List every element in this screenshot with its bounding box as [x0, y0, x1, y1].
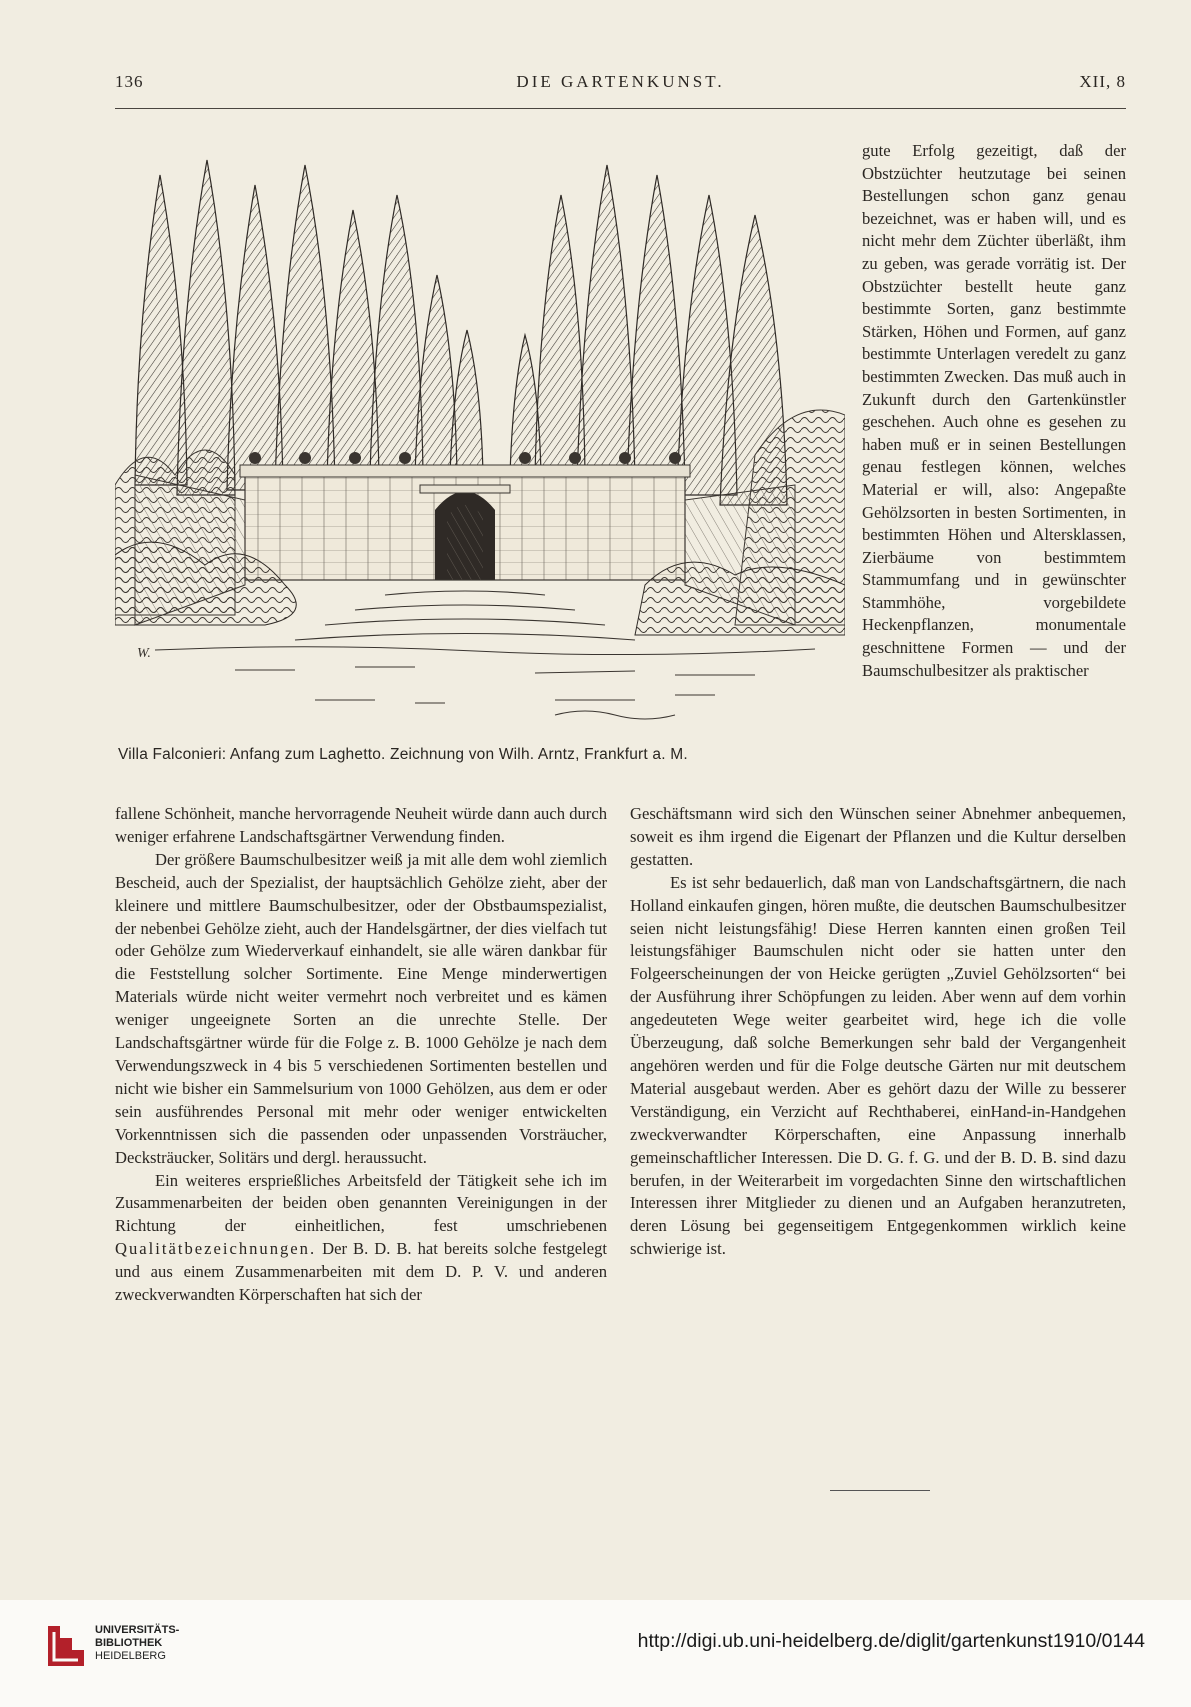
library-logo-icon — [44, 1622, 86, 1670]
cypress-trees-right — [510, 165, 787, 505]
right-text-column — [630, 803, 1126, 1261]
library-name: UNIVERSITÄTS- BIBLIOTHEK HEIDELBERG — [95, 1624, 180, 1662]
left-paragraph-3-end: Der B. D. B. hat bereits solche festgelegt und aus einem Zusammenarbeiten mit dem D. P. V. und anderen zweckverwandten Körperschaften hat sich der — [115, 1239, 607, 1305]
journal-title: DIE GARTENKUNST. — [516, 72, 725, 91]
narrow-text-column — [862, 140, 1126, 682]
left-paragraph-2: Der größere Baumschulbesitzer weiß ja mit alle dem wohl ziemlich Bescheid, auch der Spezialist, der hauptsächlich Gehölze zieht, aber der kleinere und mittlere Baumschulbesitzer, oder der Obstbaumspezialist, der nebenbei Gehölze zieht, auch der Handelsgärtner, der dies vielfach tut oder Gehölze zum Wiederverkauf einhandelt, sie alle wären dankbar für die Feststellung solcher Sortimente. Eine Menge minderwertigen Materials würde nicht weiter vermehrt noch verbreitet und es kämen weniger ungeeignete Sorten an die unrechte Stelle. Der Landschaftsgärtner würde für die Folge z. B. 1000 Gehölze je nach dem Verwendungszweck in 4 bis 5 verschiedenen Sortimenten bestellen und nicht wie bisher ein Sammelsurium von 1000 Gehölzen, aus dem er oder sein ausführendes Personal mit mehr oder weniger entwickelten Vorkenntnissen sich die passenden oder unpassenden Vorsträucher, Decksträucker, Solitärs und dergl. heraussucht. — [115, 849, 607, 1167]
villa-wall — [240, 452, 690, 580]
issue-number: XII, 8 — [1079, 72, 1126, 91]
source-url-link[interactable]: http://digi.ub.uni-heidelberg.de/diglit/gartenkunst1910/0144 — [637, 1630, 1145, 1652]
article-end-rule — [830, 1490, 930, 1491]
figure-caption: Villa Falconieri: Anfang zum Laghetto. Zeichnung von Wilh. Arntz, Frankfurt a. M. — [118, 746, 688, 763]
spaced-emphasis: Qualitätbezeichnungen. — [115, 1239, 317, 1259]
left-paragraph-3-start: Ein weiteres ersprießliches Arbeitsfeld der Tätigkeit sehe ich im Zusammenarbeiten der beiden oben genannten Vereinigungen in der Richtung der einheitlichen, fest umschriebenen — [115, 1170, 607, 1236]
stone-steps — [295, 580, 635, 640]
cypress-trees-left — [135, 160, 483, 495]
narrow-paragraph: gute Erfolg gezeitigt, daß der Obstzüchter heutzutage bei seinen Bestellungen schon ganz genau bezeichnet, was er haben will, und es nicht mehr dem Züchter überläßt, ihm zu geben, was gerade vorrätig ist. Der Obstzüchter bestellt heute ganz bestimmte Sorten, ganz bestimmte Stärken, Höhen und Formen, auf ganz bestimmte Unterlagen veredelt zu ganz bestimmten Zwecken. Das muß auch in Zukunft durch den Gartenkünstler geschehen. Auch ohne es gesehen zu haben muß er in seinen Bestellungen genau festlegen können, welches Material er will, also: Angepaßte Gehölzsorten in besten Sortimenten, in bestimmten Höhen und Altersklassen, Zierbäume von bestimmtem Stammumfang und in gewünschter Stammhöhe, vorgebildete Heckenpflanzen, monumentale geschnittene Formen — und der Baumschulbesitzer als praktischer — [862, 141, 1126, 680]
header-rule — [115, 108, 1126, 109]
illustration-villa-falconieri — [115, 155, 845, 735]
digitization-footer — [0, 1600, 1191, 1707]
running-header — [115, 72, 1126, 102]
left-text-column — [115, 803, 607, 1307]
artist-signature: W. — [137, 646, 151, 661]
left-paragraph-1: fallene Schönheit, manche hervorragende Neuheit würde dann auch durch weniger erfahrene Landschaftsgärtner Verwendung finden. — [115, 804, 607, 846]
page-number: 136 — [115, 72, 144, 91]
foreground-ground — [155, 647, 815, 719]
left-paragraph-3 — [115, 1170, 607, 1307]
right-paragraph-1: Geschäftsmann wird sich den Wünschen seiner Abnehmer anbequemen, soweit es ihm irgend die Eigenart der Pflanzen und die Kultur derselben gestatten. — [630, 804, 1126, 869]
right-paragraph-2: Es ist sehr bedauerlich, daß man von Landschaftsgärtnern, die nach Holland einkaufen gingen, hören mußte, die deutschen Baumschulbesitzer seien nicht leistungsfähig! Diese Herren kannten einen großen Teil leistungsfähiger Baumschulen nicht oder sie hatten unter den Folgeerscheinungen der von Heicke gerügten „Zuviel Gehölzsorten“ bei der Ausführung ihrer Schöpfungen zu leiden. Aber wenn auf dem vorhin angedeuteten Wege weiter gearbeitet wird, hege ich die volle Überzeugung, daß solche Bemerkungen sehr bald der Vergangenheit angehören werden und für die Folge deutsche Gärten nur mit deutschem Material ausgebaut werden. Aber es gehört dazu der Wille zu besserer Verständigung, ein Verzicht auf Rechthaberei, einHand-in-Handgehen zweckverwandter Körperschaften, eine Anpassung innerhalb gemeinschaftlicher Interessen. Die D. G. f. G. und der B. D. B. sind dazu berufen, in der Weiterarbeit im vorgedachten Sinne den wirtschaftlichen Interessen ihrer Mitglieder zu dienen und an Aufgaben heranzutreten, deren Lösung bei gegenseitigem Entgegenkommen wirklich keine schwierige ist. — [630, 872, 1126, 1259]
